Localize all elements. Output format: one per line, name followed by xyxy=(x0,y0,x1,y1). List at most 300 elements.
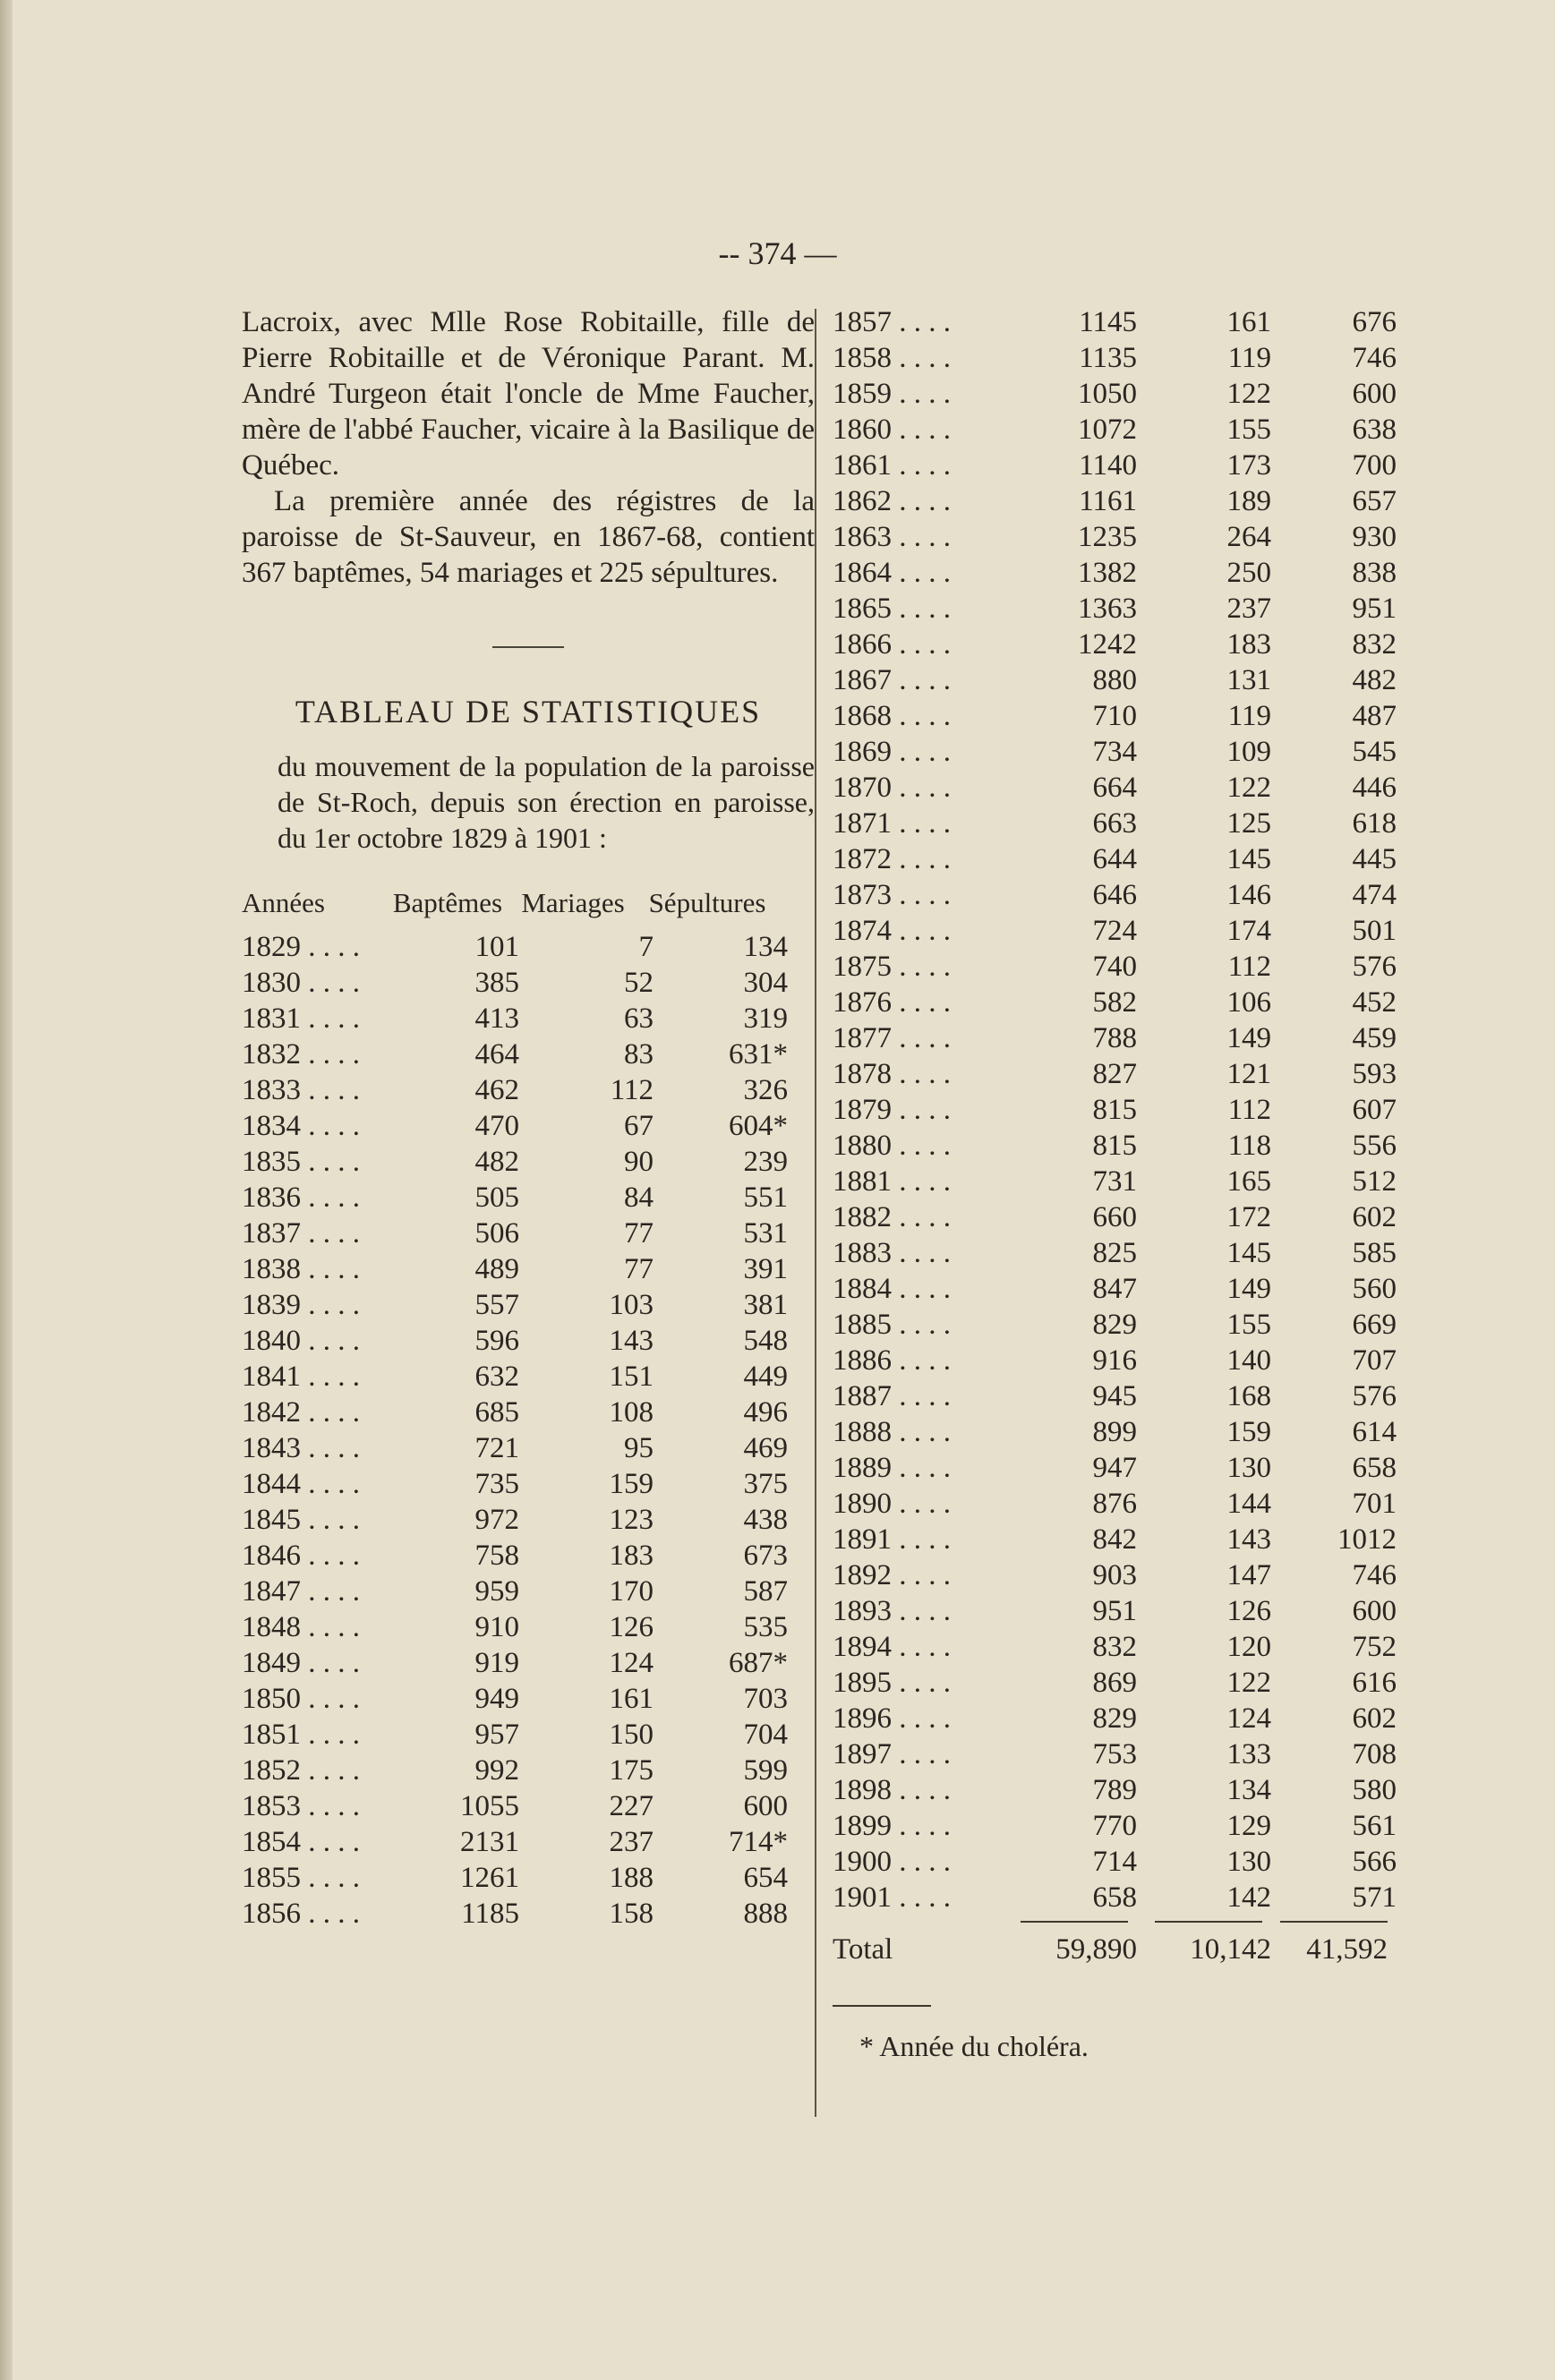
marriages-cell: 122 xyxy=(1226,772,1271,804)
burials-cell: 585 xyxy=(1352,1237,1397,1269)
marriages-cell: 67 xyxy=(624,1110,654,1142)
burials-cell: 487 xyxy=(1352,700,1397,732)
year-cell: 1897 . . . . xyxy=(833,1738,951,1770)
baptisms-cell: 735 xyxy=(474,1468,519,1500)
baptisms-cell: 1185 xyxy=(461,1898,519,1930)
burials-cell: 449 xyxy=(743,1361,788,1393)
marriages-cell: 84 xyxy=(624,1181,654,1214)
marriages-cell: 103 xyxy=(609,1289,654,1321)
burials-cell: 658 xyxy=(1352,1452,1397,1484)
table-row xyxy=(242,1323,815,1359)
baptisms-cell: 505 xyxy=(474,1181,519,1214)
year-cell: 1841 . . . . xyxy=(242,1361,360,1393)
burials-cell: 576 xyxy=(1352,951,1397,983)
baptisms-cell: 1072 xyxy=(1078,414,1137,446)
marriages-cell: 130 xyxy=(1226,1846,1271,1878)
baptisms-cell: 1055 xyxy=(460,1790,519,1822)
baptisms-cell: 829 xyxy=(1092,1309,1137,1341)
burials-cell: 888 xyxy=(743,1898,788,1930)
section-divider xyxy=(492,646,564,648)
year-cell: 1838 . . . . xyxy=(242,1253,360,1285)
year-cell: 1899 . . . . xyxy=(833,1810,951,1842)
marriages-cell: 151 xyxy=(609,1361,654,1393)
table-row xyxy=(833,770,1397,806)
year-cell: 1843 . . . . xyxy=(242,1432,360,1464)
burials-cell: 381 xyxy=(743,1289,788,1321)
baptisms-cell: 557 xyxy=(474,1289,519,1321)
table-row xyxy=(833,1020,1397,1056)
burials-cell: 548 xyxy=(743,1325,788,1357)
marriages-cell: 122 xyxy=(1226,1667,1271,1699)
burials-cell: 556 xyxy=(1352,1130,1397,1162)
year-cell: 1876 . . . . xyxy=(833,986,951,1019)
table-row xyxy=(833,1880,1397,1915)
burials-cell: 746 xyxy=(1352,1559,1397,1591)
burials-cell: 714* xyxy=(729,1826,788,1858)
header-burials: Sépultures xyxy=(648,887,766,918)
year-cell: 1848 . . . . xyxy=(242,1611,360,1643)
year-cell: 1877 . . . . xyxy=(833,1022,951,1054)
marriages-cell: 108 xyxy=(609,1396,654,1429)
baptisms-cell: 972 xyxy=(474,1504,519,1536)
burials-cell: 469 xyxy=(743,1432,788,1464)
baptisms-cell: 753 xyxy=(1092,1738,1137,1770)
baptisms-cell: 462 xyxy=(474,1074,519,1106)
table-row xyxy=(833,1092,1397,1128)
table-row xyxy=(833,734,1397,770)
marriages-cell: 123 xyxy=(609,1504,654,1536)
table-body-left xyxy=(242,929,815,1932)
intro-text xyxy=(242,304,815,591)
burials-cell: 593 xyxy=(1352,1058,1397,1090)
baptisms-cell: 825 xyxy=(1092,1237,1137,1269)
marriages-cell: 155 xyxy=(1226,414,1271,446)
marriages-cell: 124 xyxy=(1226,1702,1271,1735)
year-cell: 1887 . . . . xyxy=(833,1380,951,1412)
baptisms-cell: 951 xyxy=(1092,1595,1137,1627)
table-header xyxy=(242,886,815,920)
marriages-cell: 149 xyxy=(1226,1022,1271,1054)
table-row xyxy=(833,1378,1397,1414)
total-burials: 41,592 xyxy=(1306,1933,1388,1966)
table-row xyxy=(242,1896,815,1932)
marriages-cell: 161 xyxy=(1226,306,1271,338)
year-cell: 1892 . . . . xyxy=(833,1559,951,1591)
year-cell: 1865 . . . . xyxy=(833,593,951,625)
year-cell: 1829 . . . . xyxy=(242,931,360,963)
table-row xyxy=(833,340,1397,376)
marriages-cell: 143 xyxy=(609,1325,654,1357)
burials-cell: 571 xyxy=(1352,1881,1397,1914)
year-cell: 1896 . . . . xyxy=(833,1702,951,1735)
table-row xyxy=(833,412,1397,448)
year-cell: 1866 . . . . xyxy=(833,628,951,661)
table-row xyxy=(242,1216,815,1251)
table-row xyxy=(242,1072,815,1108)
baptisms-cell: 758 xyxy=(474,1540,519,1572)
page-number: -- 374 — xyxy=(718,235,837,271)
year-cell: 1856 . . . . xyxy=(242,1898,360,1930)
baptisms-cell: 658 xyxy=(1092,1881,1137,1914)
sum-rule-baptisms xyxy=(1021,1921,1128,1923)
baptisms-cell: 916 xyxy=(1092,1344,1137,1377)
year-cell: 1833 . . . . xyxy=(242,1074,360,1106)
burials-cell: 545 xyxy=(1352,736,1397,768)
marriages-cell: 77 xyxy=(624,1217,654,1250)
table-row xyxy=(833,627,1397,662)
table-row xyxy=(242,1860,815,1896)
baptisms-cell: 829 xyxy=(1092,1702,1137,1735)
year-cell: 1868 . . . . xyxy=(833,700,951,732)
year-cell: 1846 . . . . xyxy=(242,1540,360,1572)
marriages-cell: 106 xyxy=(1226,986,1271,1019)
burials-cell: 304 xyxy=(743,967,788,999)
table-row xyxy=(833,662,1397,698)
baptisms-cell: 788 xyxy=(1092,1022,1137,1054)
year-cell: 1898 . . . . xyxy=(833,1774,951,1806)
marriages-cell: 109 xyxy=(1226,736,1271,768)
year-cell: 1871 . . . . xyxy=(833,807,951,840)
table-row xyxy=(833,1343,1397,1378)
marriages-cell: 7 xyxy=(638,931,654,963)
table-row xyxy=(242,1036,815,1072)
marriages-cell: 264 xyxy=(1226,521,1271,553)
baptisms-cell: 815 xyxy=(1092,1094,1137,1126)
marriages-cell: 133 xyxy=(1226,1738,1271,1770)
table-row xyxy=(833,1235,1397,1271)
year-cell: 1840 . . . . xyxy=(242,1325,360,1357)
year-cell: 1893 . . . . xyxy=(833,1595,951,1627)
table-row xyxy=(833,1199,1397,1235)
table-row xyxy=(833,1736,1397,1772)
burials-cell: 1012 xyxy=(1337,1523,1397,1556)
marriages-cell: 95 xyxy=(624,1432,654,1464)
baptisms-cell: 721 xyxy=(474,1432,519,1464)
baptisms-cell: 1145 xyxy=(1079,306,1137,338)
baptisms-cell: 1261 xyxy=(460,1862,519,1894)
table-row xyxy=(242,1001,815,1036)
burials-cell: 607 xyxy=(1352,1094,1397,1126)
year-cell: 1860 . . . . xyxy=(833,414,951,446)
table-row xyxy=(833,1808,1397,1844)
baptisms-cell: 464 xyxy=(474,1038,519,1071)
header-years: Années xyxy=(242,887,325,918)
year-cell: 1855 . . . . xyxy=(242,1862,360,1894)
year-cell: 1879 . . . . xyxy=(833,1094,951,1126)
table-row xyxy=(242,1824,815,1860)
year-cell: 1888 . . . . xyxy=(833,1416,951,1448)
burials-cell: 452 xyxy=(1352,986,1397,1019)
table-row xyxy=(833,1557,1397,1593)
table-row xyxy=(242,1180,815,1216)
burials-cell: 482 xyxy=(1352,664,1397,696)
year-cell: 1900 . . . . xyxy=(833,1846,951,1878)
burials-cell: 618 xyxy=(1352,807,1397,840)
year-cell: 1873 . . . . xyxy=(833,879,951,911)
baptisms-cell: 663 xyxy=(1092,807,1137,840)
table-row xyxy=(242,1717,815,1753)
baptisms-cell: 714 xyxy=(1092,1846,1137,1878)
marriages-cell: 121 xyxy=(1226,1058,1271,1090)
table-row xyxy=(833,448,1397,483)
table-row xyxy=(833,1271,1397,1307)
burials-cell: 576 xyxy=(1352,1380,1397,1412)
table-row xyxy=(242,929,815,965)
left-column xyxy=(242,304,815,1932)
baptisms-cell: 789 xyxy=(1092,1774,1137,1806)
year-cell: 1867 . . . . xyxy=(833,664,951,696)
year-cell: 1857 . . . . xyxy=(833,306,951,338)
sum-rule-marriages xyxy=(1155,1921,1262,1923)
baptisms-cell: 1140 xyxy=(1079,449,1137,482)
baptisms-cell: 470 xyxy=(474,1110,519,1142)
marriages-cell: 168 xyxy=(1226,1380,1271,1412)
marriages-cell: 131 xyxy=(1226,664,1271,696)
year-cell: 1890 . . . . xyxy=(833,1488,951,1520)
table-row xyxy=(242,1788,815,1824)
table-row xyxy=(833,591,1397,627)
baptisms-cell: 1242 xyxy=(1078,628,1137,661)
year-cell: 1891 . . . . xyxy=(833,1523,951,1556)
table-row xyxy=(833,877,1397,913)
burials-cell: 438 xyxy=(743,1504,788,1536)
burials-cell: 599 xyxy=(743,1754,788,1787)
year-cell: 1883 . . . . xyxy=(833,1237,951,1269)
table-row xyxy=(833,304,1397,340)
burials-cell: 535 xyxy=(743,1611,788,1643)
marriages-cell: 118 xyxy=(1227,1130,1271,1162)
table-row xyxy=(833,519,1397,555)
year-cell: 1884 . . . . xyxy=(833,1273,951,1305)
burials-cell: 602 xyxy=(1352,1201,1397,1233)
marriages-cell: 183 xyxy=(609,1540,654,1572)
year-cell: 1832 . . . . xyxy=(242,1038,360,1071)
marriages-cell: 120 xyxy=(1226,1631,1271,1663)
page-binding-edge xyxy=(0,0,13,2380)
table-row xyxy=(242,1681,815,1717)
burials-cell: 375 xyxy=(743,1468,788,1500)
table-row xyxy=(242,1359,815,1395)
table-row xyxy=(833,1128,1397,1164)
table-row xyxy=(833,698,1397,734)
baptisms-cell: 1161 xyxy=(1079,485,1137,517)
baptisms-cell: 1235 xyxy=(1078,521,1137,553)
baptisms-cell: 710 xyxy=(1092,700,1137,732)
year-cell: 1859 . . . . xyxy=(833,378,951,410)
year-cell: 1837 . . . . xyxy=(242,1217,360,1250)
year-cell: 1885 . . . . xyxy=(833,1309,951,1341)
table-row xyxy=(242,1645,815,1681)
baptisms-cell: 910 xyxy=(474,1611,519,1643)
baptisms-cell: 842 xyxy=(1092,1523,1137,1556)
table-row xyxy=(833,1522,1397,1557)
marriages-cell: 174 xyxy=(1226,915,1271,947)
marriages-cell: 112 xyxy=(610,1074,654,1106)
table-row xyxy=(833,913,1397,949)
baptisms-cell: 903 xyxy=(1092,1559,1137,1591)
year-cell: 1847 . . . . xyxy=(242,1575,360,1608)
column-divider xyxy=(815,309,816,2117)
table-row xyxy=(833,1164,1397,1199)
table-row xyxy=(242,1144,815,1180)
marriages-cell: 90 xyxy=(624,1146,654,1178)
baptisms-cell: 899 xyxy=(1092,1416,1137,1448)
table-row xyxy=(242,1430,815,1466)
year-cell: 1853 . . . . xyxy=(242,1790,360,1822)
baptisms-cell: 646 xyxy=(1092,879,1137,911)
burials-cell: 676 xyxy=(1352,306,1397,338)
marriages-cell: 52 xyxy=(624,967,654,999)
year-cell: 1872 . . . . xyxy=(833,843,951,875)
marriages-cell: 183 xyxy=(1226,628,1271,661)
year-cell: 1830 . . . . xyxy=(242,967,360,999)
table-row xyxy=(242,1502,815,1538)
marriages-cell: 170 xyxy=(609,1575,654,1608)
table-row xyxy=(242,1287,815,1323)
burials-cell: 134 xyxy=(743,931,788,963)
year-cell: 1844 . . . . xyxy=(242,1468,360,1500)
baptisms-cell: 992 xyxy=(474,1754,519,1787)
burials-cell: 580 xyxy=(1352,1774,1397,1806)
year-cell: 1854 . . . . xyxy=(242,1826,360,1858)
marriages-cell: 150 xyxy=(609,1719,654,1751)
marriages-cell: 119 xyxy=(1227,700,1271,732)
baptisms-cell: 685 xyxy=(474,1396,519,1429)
baptisms-cell: 1135 xyxy=(1079,342,1137,374)
baptisms-cell: 815 xyxy=(1092,1130,1137,1162)
burials-cell: 561 xyxy=(1352,1810,1397,1842)
marriages-cell: 126 xyxy=(1226,1595,1271,1627)
burials-cell: 631* xyxy=(729,1038,788,1071)
baptisms-cell: 847 xyxy=(1092,1273,1137,1305)
table-row xyxy=(833,841,1397,877)
year-cell: 1852 . . . . xyxy=(242,1754,360,1787)
baptisms-cell: 959 xyxy=(474,1575,519,1608)
year-cell: 1839 . . . . xyxy=(242,1289,360,1321)
footnote: * Année du choléra. xyxy=(859,2030,1089,2062)
marriages-cell: 140 xyxy=(1226,1344,1271,1377)
baptisms-cell: 489 xyxy=(474,1253,519,1285)
year-cell: 1880 . . . . xyxy=(833,1130,951,1162)
burials-cell: 496 xyxy=(743,1396,788,1429)
table-row xyxy=(833,1772,1397,1808)
baptisms-cell: 919 xyxy=(474,1647,519,1679)
burials-cell: 459 xyxy=(1352,1022,1397,1054)
marriages-cell: 188 xyxy=(609,1862,654,1894)
table-row xyxy=(242,1395,815,1430)
baptisms-cell: 734 xyxy=(1092,736,1137,768)
header-baptisms: Baptêmes xyxy=(392,887,503,918)
baptisms-cell: 832 xyxy=(1092,1631,1137,1663)
baptisms-cell: 827 xyxy=(1092,1058,1137,1090)
burials-cell: 512 xyxy=(1352,1165,1397,1198)
table-row xyxy=(833,1593,1397,1629)
burials-cell: 501 xyxy=(1352,915,1397,947)
year-cell: 1831 . . . . xyxy=(242,1002,360,1035)
baptisms-cell: 947 xyxy=(1092,1452,1137,1484)
year-cell: 1864 . . . . xyxy=(833,557,951,589)
baptisms-cell: 880 xyxy=(1092,664,1137,696)
burials-cell: 638 xyxy=(1352,414,1397,446)
table-body-right xyxy=(833,304,1397,1915)
burials-cell: 446 xyxy=(1352,772,1397,804)
burials-cell: 700 xyxy=(1352,449,1397,482)
marriages-cell: 129 xyxy=(1226,1810,1271,1842)
marriages-cell: 134 xyxy=(1226,1774,1271,1806)
marriages-cell: 112 xyxy=(1227,1094,1271,1126)
table-row xyxy=(242,1466,815,1502)
marriages-cell: 144 xyxy=(1226,1488,1271,1520)
baptisms-cell: 632 xyxy=(474,1361,519,1393)
right-column xyxy=(833,304,1397,2063)
burials-cell: 319 xyxy=(743,1002,788,1035)
marriages-cell: 155 xyxy=(1226,1309,1271,1341)
intro-paragraph-2: La première année des régistres de la paroisse de St-Sauveur, en 1867-68, contient 367 baptêmes, 54 mariages et 225 sépultures. xyxy=(242,485,815,589)
year-cell: 1886 . . . . xyxy=(833,1344,951,1377)
year-cell: 1858 . . . . xyxy=(833,342,951,374)
baptisms-cell: 869 xyxy=(1092,1667,1137,1699)
burials-cell: 604* xyxy=(729,1110,788,1142)
marriages-cell: 83 xyxy=(624,1038,654,1071)
burials-cell: 391 xyxy=(743,1253,788,1285)
marriages-cell: 142 xyxy=(1226,1881,1271,1914)
burials-cell: 701 xyxy=(1352,1488,1397,1520)
table-row xyxy=(833,1414,1397,1450)
marriages-cell: 175 xyxy=(609,1754,654,1787)
marriages-cell: 124 xyxy=(609,1647,654,1679)
marriages-cell: 63 xyxy=(624,1002,654,1035)
baptisms-cell: 506 xyxy=(474,1217,519,1250)
marriages-cell: 122 xyxy=(1226,378,1271,410)
burials-cell: 326 xyxy=(743,1074,788,1106)
year-cell: 1882 . . . . xyxy=(833,1201,951,1233)
baptisms-cell: 957 xyxy=(474,1719,519,1751)
baptisms-cell: 740 xyxy=(1092,951,1137,983)
marriages-cell: 161 xyxy=(609,1683,654,1715)
year-cell: 1836 . . . . xyxy=(242,1181,360,1214)
baptisms-cell: 644 xyxy=(1092,843,1137,875)
total-marriages: 10,142 xyxy=(1190,1933,1271,1966)
marriages-cell: 145 xyxy=(1226,1237,1271,1269)
baptisms-cell: 660 xyxy=(1092,1201,1137,1233)
table-row xyxy=(833,555,1397,591)
year-cell: 1878 . . . . xyxy=(833,1058,951,1090)
marriages-cell: 149 xyxy=(1226,1273,1271,1305)
burials-cell: 704 xyxy=(743,1719,788,1751)
burials-cell: 654 xyxy=(743,1862,788,1894)
total-baptisms: 59,890 xyxy=(1055,1933,1137,1966)
year-cell: 1842 . . . . xyxy=(242,1396,360,1429)
burials-cell: 708 xyxy=(1352,1738,1397,1770)
table-row xyxy=(242,1609,815,1645)
marriages-cell: 250 xyxy=(1226,557,1271,589)
baptisms-cell: 770 xyxy=(1092,1810,1137,1842)
burials-cell: 669 xyxy=(1352,1309,1397,1341)
year-cell: 1870 . . . . xyxy=(833,772,951,804)
burials-cell: 600 xyxy=(743,1790,788,1822)
total-label: Total xyxy=(833,1933,893,1966)
burials-cell: 930 xyxy=(1352,521,1397,553)
table-row xyxy=(242,1538,815,1574)
burials-cell: 551 xyxy=(743,1181,788,1214)
baptisms-cell: 724 xyxy=(1092,915,1137,947)
burials-cell: 600 xyxy=(1352,1595,1397,1627)
burials-cell: 673 xyxy=(743,1540,788,1572)
table-row xyxy=(833,1056,1397,1092)
marriages-cell: 147 xyxy=(1226,1559,1271,1591)
burials-cell: 746 xyxy=(1352,342,1397,374)
year-cell: 1849 . . . . xyxy=(242,1647,360,1679)
